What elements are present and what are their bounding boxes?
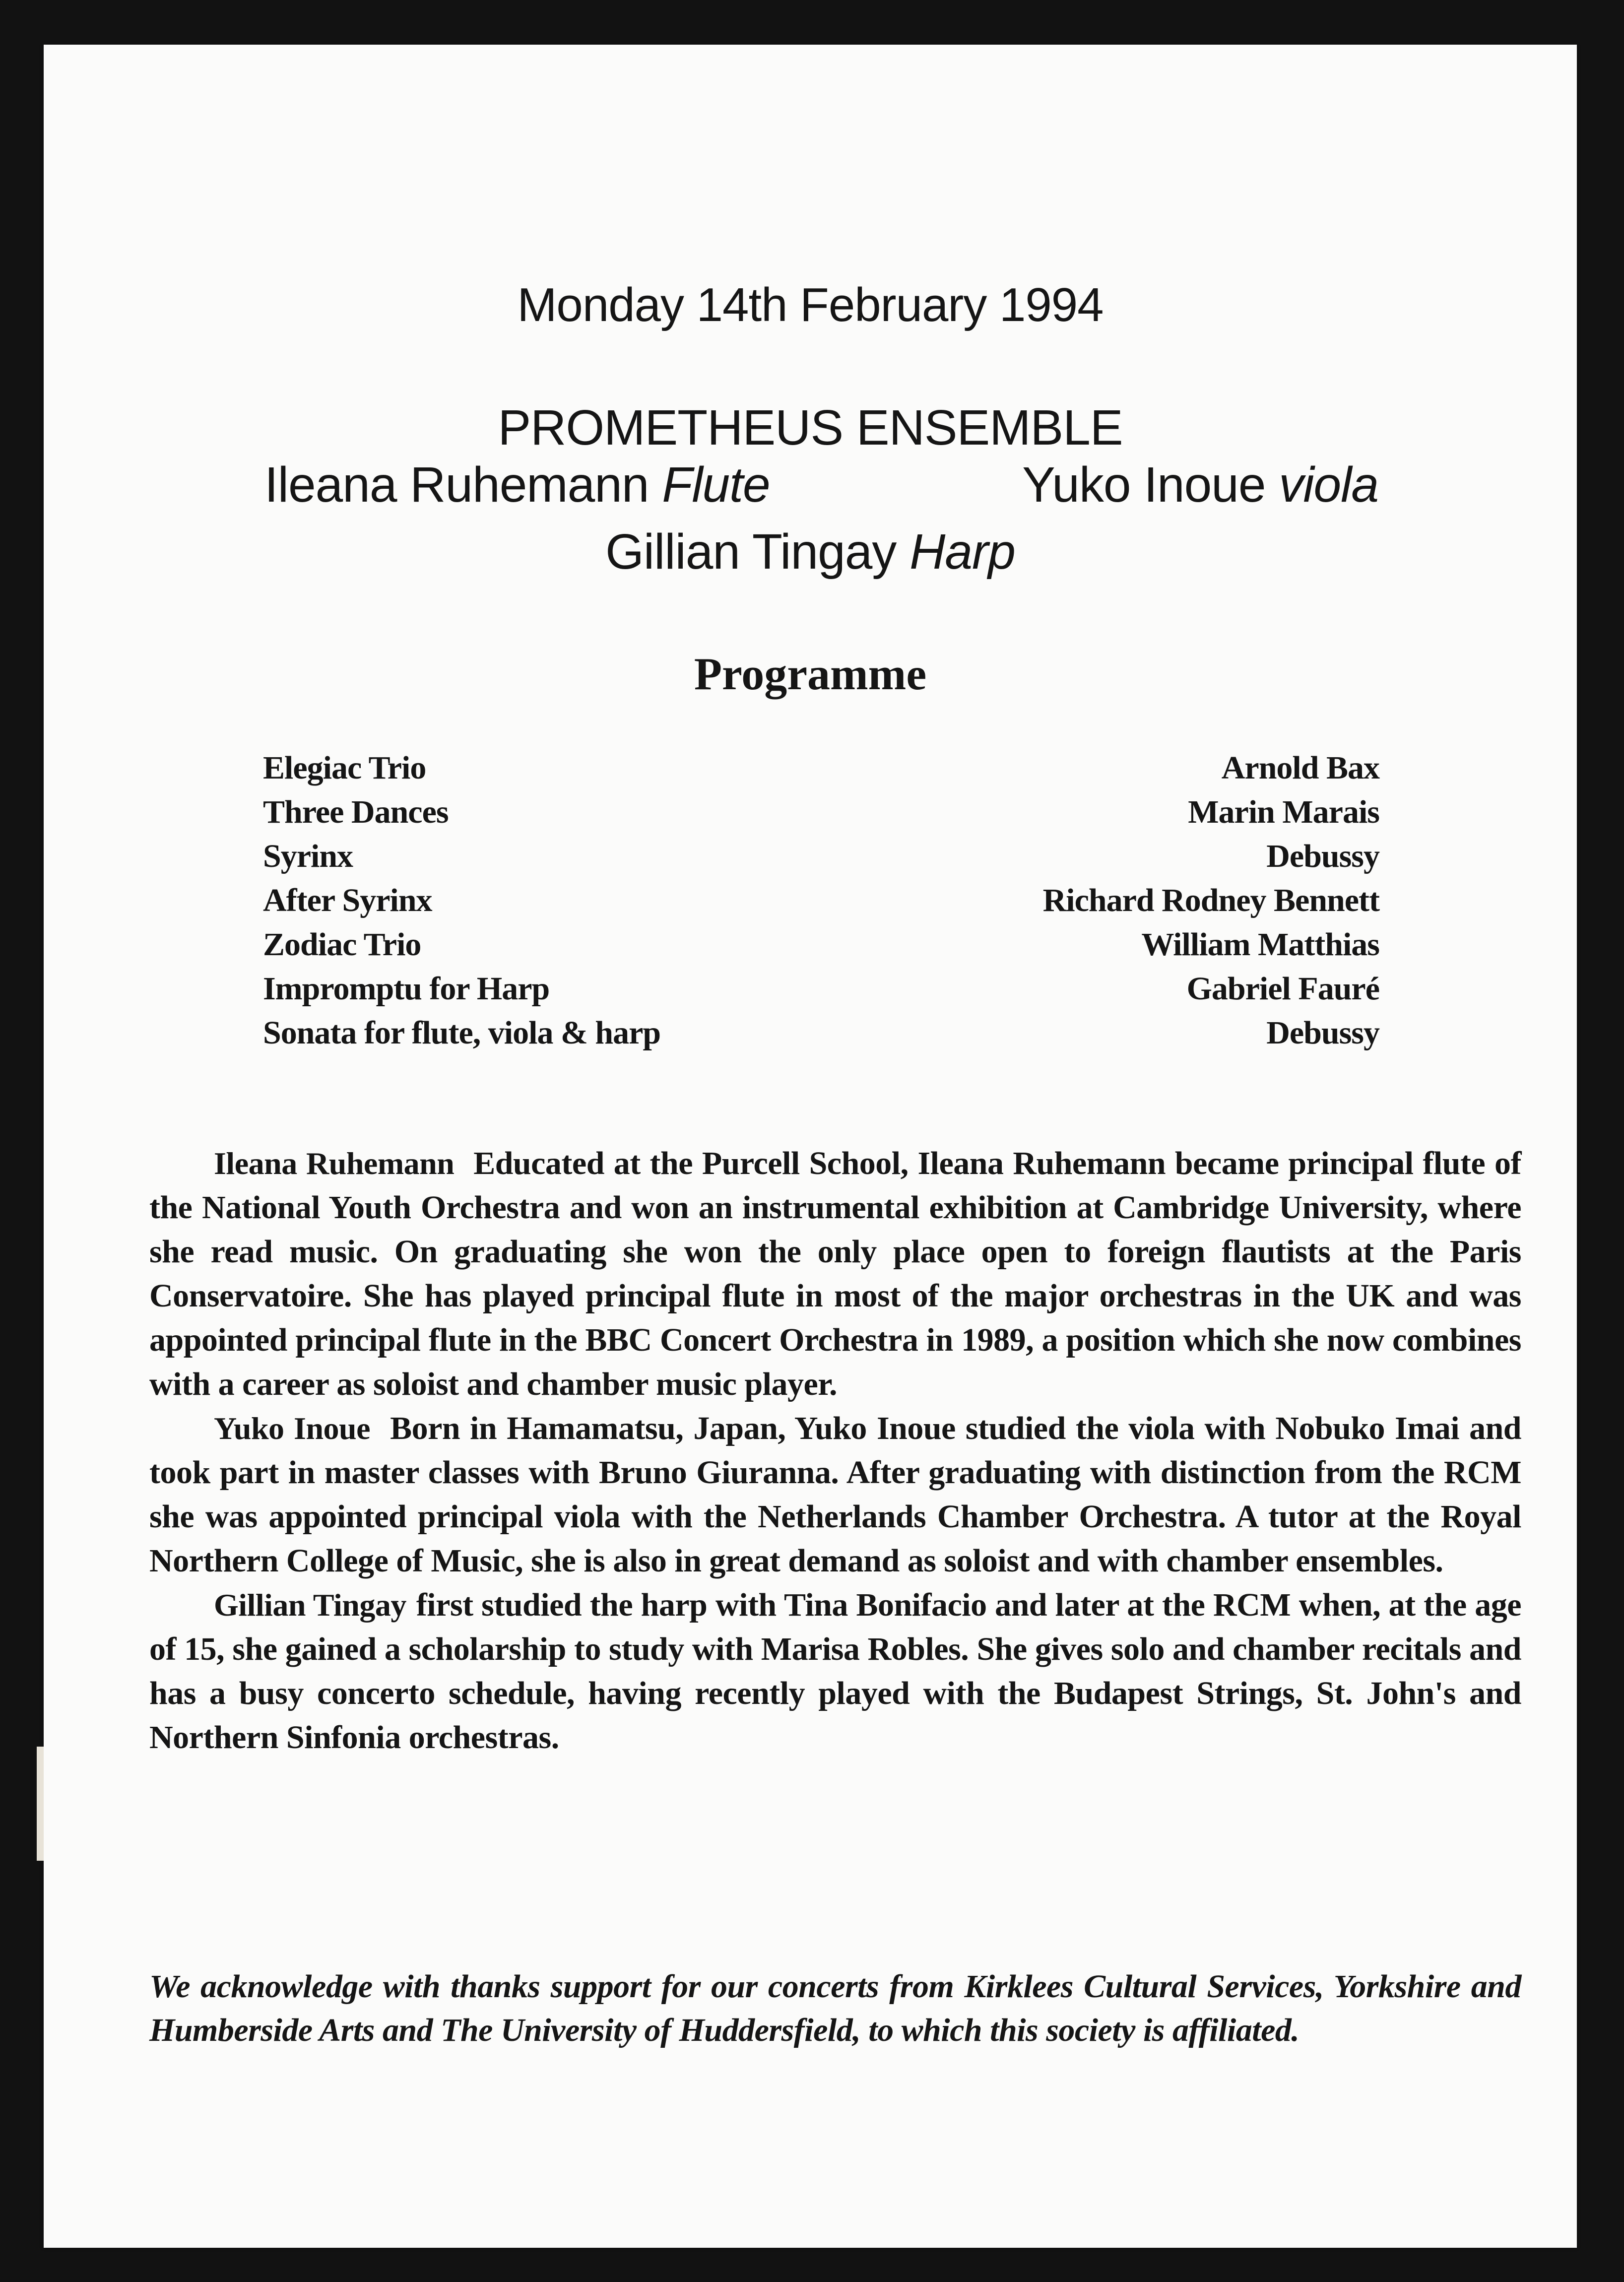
programme-item	[263, 1014, 1379, 1058]
bio-yuko-text: Born in Hamamatsu, Japan, Yuko Inoue studied the viola with Nobuko Imai and took part in master classes with Bruno Giuranna. After graduating with distinction from the RCM she was appointed principal viola with the Netherlands Chamber Orchestra. A tutor at the Royal Northern College of Music, she is also in great demand as soloist and with chamber ensembles.	[149, 1410, 1521, 1579]
performer-viola	[1022, 456, 1378, 514]
programme-work: Impromptu for Harp	[263, 971, 550, 1007]
programme-work: Zodiac Trio	[263, 926, 421, 963]
programme-item	[263, 926, 1379, 970]
performer-harp	[44, 523, 1577, 581]
bio-ileana-name: Ileana Ruhemann	[214, 1146, 455, 1181]
programme-item	[263, 882, 1379, 926]
programme-page	[44, 45, 1577, 2248]
programme-item	[263, 749, 1379, 793]
bio-ileana	[149, 1141, 1521, 1406]
programme-composer: Debussy	[1266, 838, 1379, 874]
performer-harp-instrument: Harp	[909, 524, 1015, 580]
programme-composer: William Matthias	[1141, 926, 1379, 963]
concert-date: Monday 14th February 1994	[517, 278, 1104, 331]
performer-harp-name: Gillian Tingay	[605, 524, 897, 580]
programme-composer: Debussy	[1266, 1015, 1379, 1051]
performer-viola-name: Yuko Inoue	[1022, 457, 1266, 513]
programme-item	[263, 970, 1379, 1014]
bio-gillian-text: first studied the harp with Tina Bonifacio and later at the RCM when, at the age of 15, she gained a scholarship to study with Marisa Robles. She gives solo and chamber recitals and has a busy concerto schedule, having recently played with the Budapest Strings, St. John's and Northern Sinfonia orchestras.	[149, 1587, 1522, 1756]
programme-work: Elegiac Trio	[263, 750, 426, 786]
programme-composer: Richard Rodney Bennett	[1042, 882, 1379, 918]
programme-heading: Programme	[694, 649, 927, 699]
programme-work: Syrinx	[263, 838, 353, 874]
programme-composer: Arnold Bax	[1221, 750, 1379, 786]
performer-flute-name: Ileana Ruhemann	[264, 457, 649, 513]
bio-gillian-name: Gillian Tingay	[214, 1587, 406, 1623]
performer-flute	[264, 456, 770, 514]
programme-item	[263, 793, 1379, 838]
bio-yuko-name: Yuko Inoue	[214, 1411, 371, 1446]
programme-work: After Syrinx	[263, 882, 432, 918]
performer-biographies	[149, 1141, 1521, 1760]
bio-yuko	[149, 1406, 1521, 1583]
paper-edge-tab	[37, 1747, 44, 1861]
programme-work: Sonata for flute, viola & harp	[263, 1015, 661, 1051]
bio-gillian	[149, 1583, 1521, 1760]
performer-flute-instrument: Flute	[662, 457, 770, 513]
bio-ileana-text: Educated at the Purcell School, Ileana Ruhemann became principal flute of the National Youth Orchestra and won an instrumental exhibition at Cambridge University, where she read music. On graduating she won the only place open to foreign flautists at the Paris Conservatoire. She has played principal flute in most of the major orchestras in the UK and was appointed principal flute in the BBC Concert Orchestra in 1989, a position which she now combines with a career as soloist and chamber music player.	[149, 1145, 1522, 1402]
programme-work: Three Dances	[263, 794, 449, 830]
programme-item	[263, 838, 1379, 882]
programme-composer: Marin Marais	[1188, 794, 1379, 830]
programme-list	[263, 749, 1379, 1058]
acknowledgement: We acknowledge with thanks support for our concerts from Kirklees Cultural Services, Yorkshire and Humberside Arts and The University of Huddersfield, to which this society is affiliated.	[149, 1968, 1521, 2048]
performer-viola-instrument: viola	[1279, 457, 1378, 513]
programme-composer: Gabriel Fauré	[1186, 971, 1379, 1007]
ensemble-name: PROMETHEUS ENSEMBLE	[498, 400, 1123, 456]
